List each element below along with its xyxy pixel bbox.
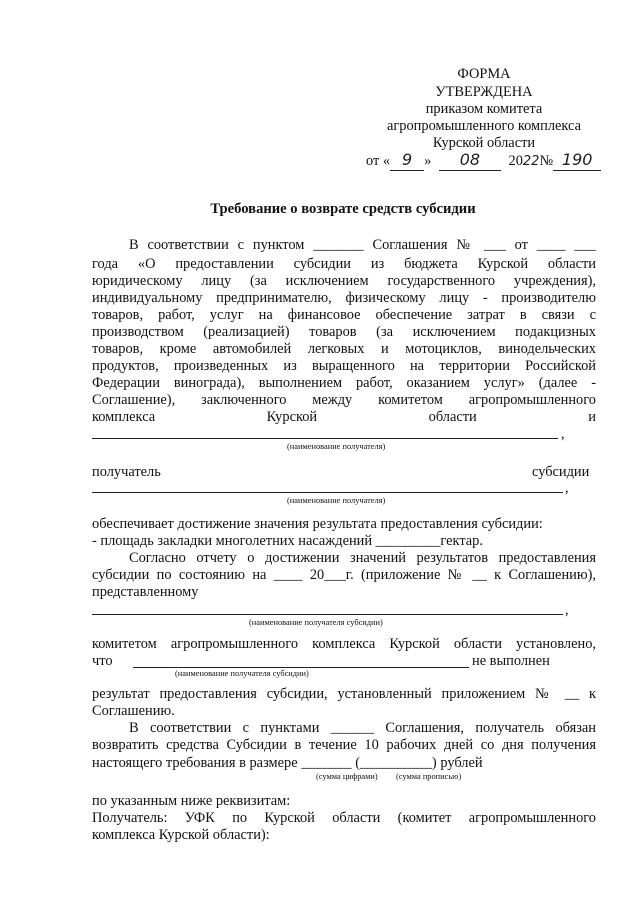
caption-sum-words: (сумма прописью) bbox=[396, 772, 462, 781]
body-line-12: обеспечивает достижение значения результата предоставления субсидии: bbox=[92, 516, 543, 532]
form-label: ФОРМА bbox=[457, 66, 511, 82]
recipient-label-right: субсидии bbox=[532, 464, 590, 480]
order-date-line bbox=[366, 150, 601, 171]
handwritten-year: 22 bbox=[522, 154, 540, 169]
body-line-14: Согласно отчету о достижении значений результатов предоставления bbox=[129, 550, 596, 566]
body-line-25: Получатель: УФК по Курской области (комитет агропромышленного bbox=[92, 810, 596, 826]
recipient-blank-1 bbox=[92, 438, 558, 439]
order-line-1: приказом комитета bbox=[425, 101, 543, 117]
body-line-24: по указанным ниже реквизитам: bbox=[92, 793, 291, 809]
comma-2: , bbox=[565, 480, 569, 496]
body-line-10: Соглашение), заключенного между комитетом агропромышленного bbox=[92, 392, 596, 408]
caption-recipient-1: (наименование получателя) bbox=[287, 442, 386, 451]
body-line-8: продуктов, произведенных из выращенного на территории Российской bbox=[92, 358, 596, 374]
handwritten-number: 190 bbox=[561, 150, 593, 169]
handwritten-month: 08 bbox=[459, 150, 481, 169]
date-mid: » bbox=[424, 153, 432, 169]
body-line-3: юридическому лицу (за исключением государственного учреждения), bbox=[92, 273, 596, 289]
handwritten-day: 9 bbox=[402, 150, 413, 169]
body-line-19: результат предоставления субсидии, установленный приложением № __ к bbox=[92, 686, 596, 702]
document-title: Требование о возврате средств субсидии bbox=[210, 201, 476, 217]
body-line-4: индивидуальному предпринимателю, физическому лицу - производителю bbox=[92, 290, 596, 306]
comma-1: , bbox=[561, 426, 565, 442]
comma-3: , bbox=[565, 602, 569, 618]
body-line-18-left: что bbox=[92, 653, 113, 669]
body-line-7: товаров, кроме автомобилей легковых и мотоциклов, винодельческих bbox=[92, 341, 596, 357]
body-line-23: настоящего требования в размере _______ (__________) рублей bbox=[92, 755, 483, 771]
body-line-13: - площадь закладки многолетних насаждений _________гектар. bbox=[92, 533, 483, 549]
body-line-26: комплекса Курской области): bbox=[92, 827, 270, 843]
order-line-2: агропромышленного комплекса bbox=[387, 118, 581, 134]
body-line-18-right: не выполнен bbox=[472, 653, 550, 669]
order-line-3: Курской области bbox=[432, 135, 536, 151]
body-line-1: В соответствии с пунктом _______ Соглашения № ___ от ____ ___ bbox=[129, 237, 596, 253]
caption-sum-digits: (сумма цифрами) bbox=[316, 772, 378, 781]
caption-recipient-2: (наименование получателя) bbox=[287, 496, 386, 505]
body-line-22: возвратить средства Субсидии в течение 10 рабочих дней со дня получения bbox=[92, 737, 596, 753]
body-line-9: Федерации винограда), выполнением работ, оказанием услуг» (далее - bbox=[92, 375, 596, 391]
body-line-17: комитетом агропромышленного комплекса Курской области установлено, bbox=[92, 636, 596, 652]
year-prefix: 20 bbox=[508, 153, 523, 169]
recipient-blank-2 bbox=[92, 492, 563, 493]
caption-recipient-4: (наименование получателя субсидии) bbox=[175, 669, 309, 678]
number-sign: № bbox=[539, 153, 554, 169]
recipient-label-left: получатель bbox=[92, 464, 161, 480]
body-line-16: представленному bbox=[92, 584, 199, 600]
body-line-6: производством (реализацией) товаров (за исключением подакцизных bbox=[92, 324, 596, 340]
caption-recipient-3: (наименование получателя субсидии) bbox=[249, 618, 383, 627]
body-line-2: года «О предоставлении субсидии из бюджета Курской области bbox=[92, 256, 596, 272]
body-line-20: Соглашению. bbox=[92, 703, 175, 719]
date-prefix: от « bbox=[366, 153, 391, 169]
approved-label: УТВЕРЖДЕНА bbox=[435, 84, 533, 100]
body-line-15: субсидии по состоянию на ____ 20___г. (приложение № __ к Соглашению), bbox=[92, 567, 596, 583]
recipient-blank-3 bbox=[92, 614, 563, 615]
recipient-blank-4 bbox=[133, 667, 469, 668]
body-line-11: комплекса Курской области и bbox=[92, 409, 596, 425]
body-line-5: товаров, работ, услуг на финансовое обеспечение затрат в связи с bbox=[92, 307, 596, 323]
body-line-21: В соответствии с пунктами ______ Соглашения, получатель обязан bbox=[129, 720, 596, 736]
